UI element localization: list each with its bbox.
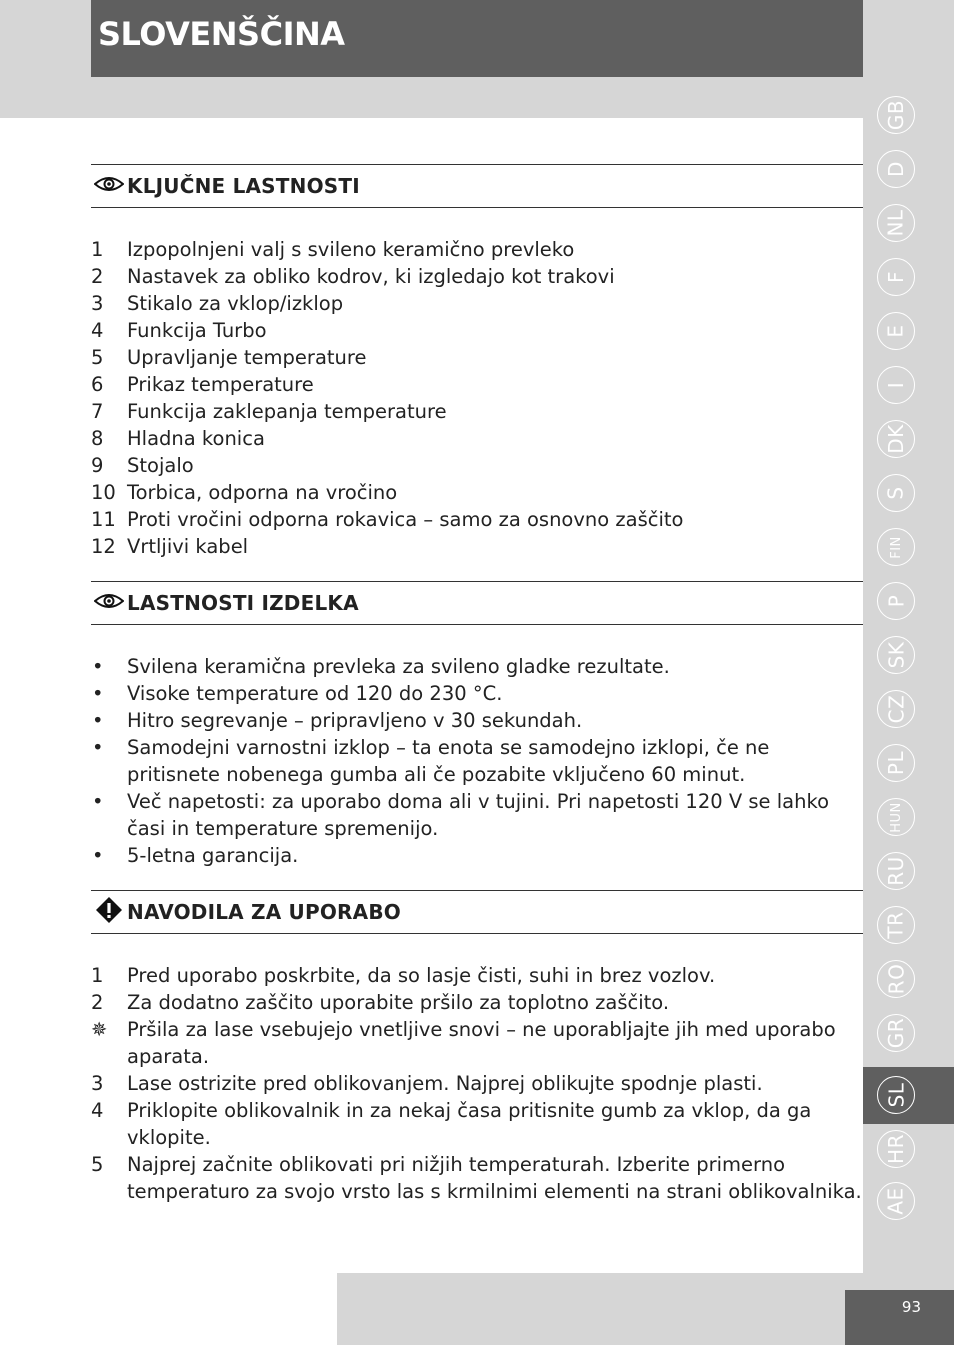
item-marker: 3 [91,1072,104,1095]
language-code: S [883,486,908,500]
list-item [91,290,863,317]
item-text: Pršila za lase vsebujejo vnetljive snovi – ne uporabljajte jih med uporabo aparata. [127,1018,836,1068]
language-tab-gr[interactable] [877,1014,915,1052]
list-item [91,398,863,425]
features-list [91,236,863,560]
language-tab-dk[interactable] [877,420,915,458]
page-title-bar [91,0,863,77]
language-tab-d[interactable] [877,150,915,188]
item-text: Funkcija zaklepanja temperature [127,400,447,423]
list-item [91,653,863,680]
item-marker: • [92,655,104,678]
language-tab-e[interactable] [877,312,915,350]
item-text: Najprej začnite oblikovati pri nižjih temperaturah. Izberite primerno temperaturo za svojo vrsto las s krmilnimi elementi na strani oblikovalnika. [127,1153,862,1203]
item-text: Za dodatno zaščito uporabite pršilo za toplotno zaščito. [127,991,670,1014]
list-item [91,1016,863,1070]
language-code: DK [883,424,908,454]
language-code: RO [883,963,908,995]
language-code: SL [884,1082,908,1108]
section-instructions [91,890,863,1205]
language-tab-ae[interactable] [877,1182,915,1220]
language-code: GR [884,1017,908,1049]
eye-icon [91,174,127,199]
page-number-box [845,1290,954,1345]
list-item [91,734,863,788]
list-item [91,452,863,479]
language-tab-hun[interactable] [877,798,915,836]
language-code: I [884,381,908,389]
item-marker: 2 [91,265,104,288]
eye-icon [91,591,127,616]
item-marker: • [92,790,104,813]
language-tab-cz[interactable] [877,690,915,728]
item-text: Torbica, odporna na vročino [127,481,398,504]
item-text: Nastavek za obliko kodrov, ki izgledajo kot trakovi [127,265,615,288]
language-tab-pl[interactable] [877,744,915,782]
list-item [91,506,863,533]
item-text: Stikalo za vklop/izklop [127,292,344,315]
list-item [91,1151,863,1205]
language-tab-gb[interactable] [877,96,915,134]
language-code: FIN [888,535,904,559]
list-item [91,371,863,398]
section-header [91,164,863,208]
item-text: Samodejni varnostni izklop – ta enota se samodejno izklopi, če ne pritisnete nobenega gumba ali če pozabite vključeno 60 minut. [127,736,770,786]
section-product-properties [91,581,863,869]
item-marker: 9 [91,454,104,477]
item-marker: 1 [91,964,104,987]
language-code: E [883,324,908,338]
instructions-list [91,962,863,1205]
item-text: Pred uporabo poskrbite, da so lasje čisti, suhi in brez vozlov. [127,964,716,987]
section-header [91,890,863,934]
list-item [91,344,863,371]
list-item [91,479,863,506]
list-item [91,1070,863,1097]
item-marker: 7 [91,400,104,423]
item-marker: 2 [91,991,104,1014]
list-item [91,1097,863,1151]
language-tab-i[interactable] [877,366,915,404]
section-header [91,581,863,625]
language-tab-nl[interactable] [877,204,915,242]
language-tab-sl[interactable] [877,1076,915,1114]
language-code: TR [884,911,908,939]
list-item [91,989,863,1016]
item-text: Funkcija Turbo [127,319,267,342]
language-tab-hr[interactable] [877,1130,915,1168]
language-code: HUN [888,801,904,833]
item-text: Visoke temperature od 120 do 230 °C. [127,682,503,705]
item-marker: • [92,682,104,705]
list-item [91,707,863,734]
item-marker: • [92,709,104,732]
item-marker: 11 [91,508,116,531]
list-item [91,425,863,452]
section-title: LASTNOSTI IZDELKA [127,591,359,615]
section-title: NAVODILA ZA UPORABO [127,900,401,924]
caution-star-icon: ✵ [91,1018,108,1041]
warning-diamond-icon [91,896,127,929]
item-marker: 6 [91,373,104,396]
item-marker: 4 [91,319,104,342]
item-marker: 1 [91,238,104,261]
item-text: Vrtljivi kabel [127,535,249,558]
language-tab-s[interactable] [877,474,915,512]
item-text: 5-letna garancija. [127,844,299,867]
page-number: 93 [901,1298,921,1316]
properties-list [91,653,863,869]
language-code: D [884,161,908,177]
list-item [91,788,863,842]
list-item [91,680,863,707]
language-code: P [884,594,908,608]
language-tab-tr[interactable] [877,906,915,944]
item-text: Lase ostrizite pred oblikovanjem. Najprej oblikujte spodnje plasti. [127,1072,763,1095]
item-text: Priklopite oblikovalnik in za nekaj časa pritisnite gumb za vklop, da ga vklopite. [127,1099,812,1149]
language-code: NL [883,209,908,237]
item-text: Proti vročini odporna rokavica – samo za osnovno zaščito [127,508,684,531]
language-tab-fin[interactable] [877,528,915,566]
language-code: AE [883,1187,908,1215]
item-text: Svilena keramična prevleka za svileno gladke rezultate. [127,655,670,678]
item-text: Prikaz temperature [127,373,314,396]
language-tab-ro[interactable] [877,960,915,998]
item-marker: • [92,736,104,759]
list-item [91,533,863,560]
language-tab-sk[interactable] [877,636,915,674]
item-marker: • [92,844,104,867]
item-text: Hladna konica [127,427,265,450]
language-tab-ru[interactable] [877,852,915,890]
list-item [91,962,863,989]
language-code: F [883,270,908,284]
language-code: GB [884,99,908,131]
item-text: Upravljanje temperature [127,346,367,369]
item-text: Stojalo [127,454,194,477]
list-item [91,236,863,263]
list-item [91,842,863,869]
language-code: SK [884,641,908,669]
list-item [91,317,863,344]
language-code: HR [884,1134,908,1164]
item-marker: 5 [91,346,104,369]
language-code: RU [883,856,908,886]
section-key-features [91,164,863,560]
item-marker: 5 [91,1153,104,1176]
item-marker: 4 [91,1099,104,1122]
language-tab-p[interactable] [877,582,915,620]
item-marker: 3 [91,292,104,315]
item-marker: 10 [91,481,116,504]
item-marker: 8 [91,427,104,450]
language-code: CZ [883,694,908,724]
list-item [91,263,863,290]
item-text: Več napetosti: za uporabo doma ali v tujini. Pri napetosti 120 V se lahko časi in temperature spremenijo. [127,790,829,840]
section-title: KLJUČNE LASTNOSTI [127,174,360,198]
item-text: Izpopolnjeni valj s svileno keramično prevleko [127,238,575,261]
language-code: PL [883,750,908,776]
item-text: Hitro segrevanje – pripravljeno v 30 sekundah. [127,709,583,732]
language-tab-f[interactable] [877,258,915,296]
item-marker: 12 [91,535,116,558]
page-title: SLOVENŠČINA [98,15,345,53]
